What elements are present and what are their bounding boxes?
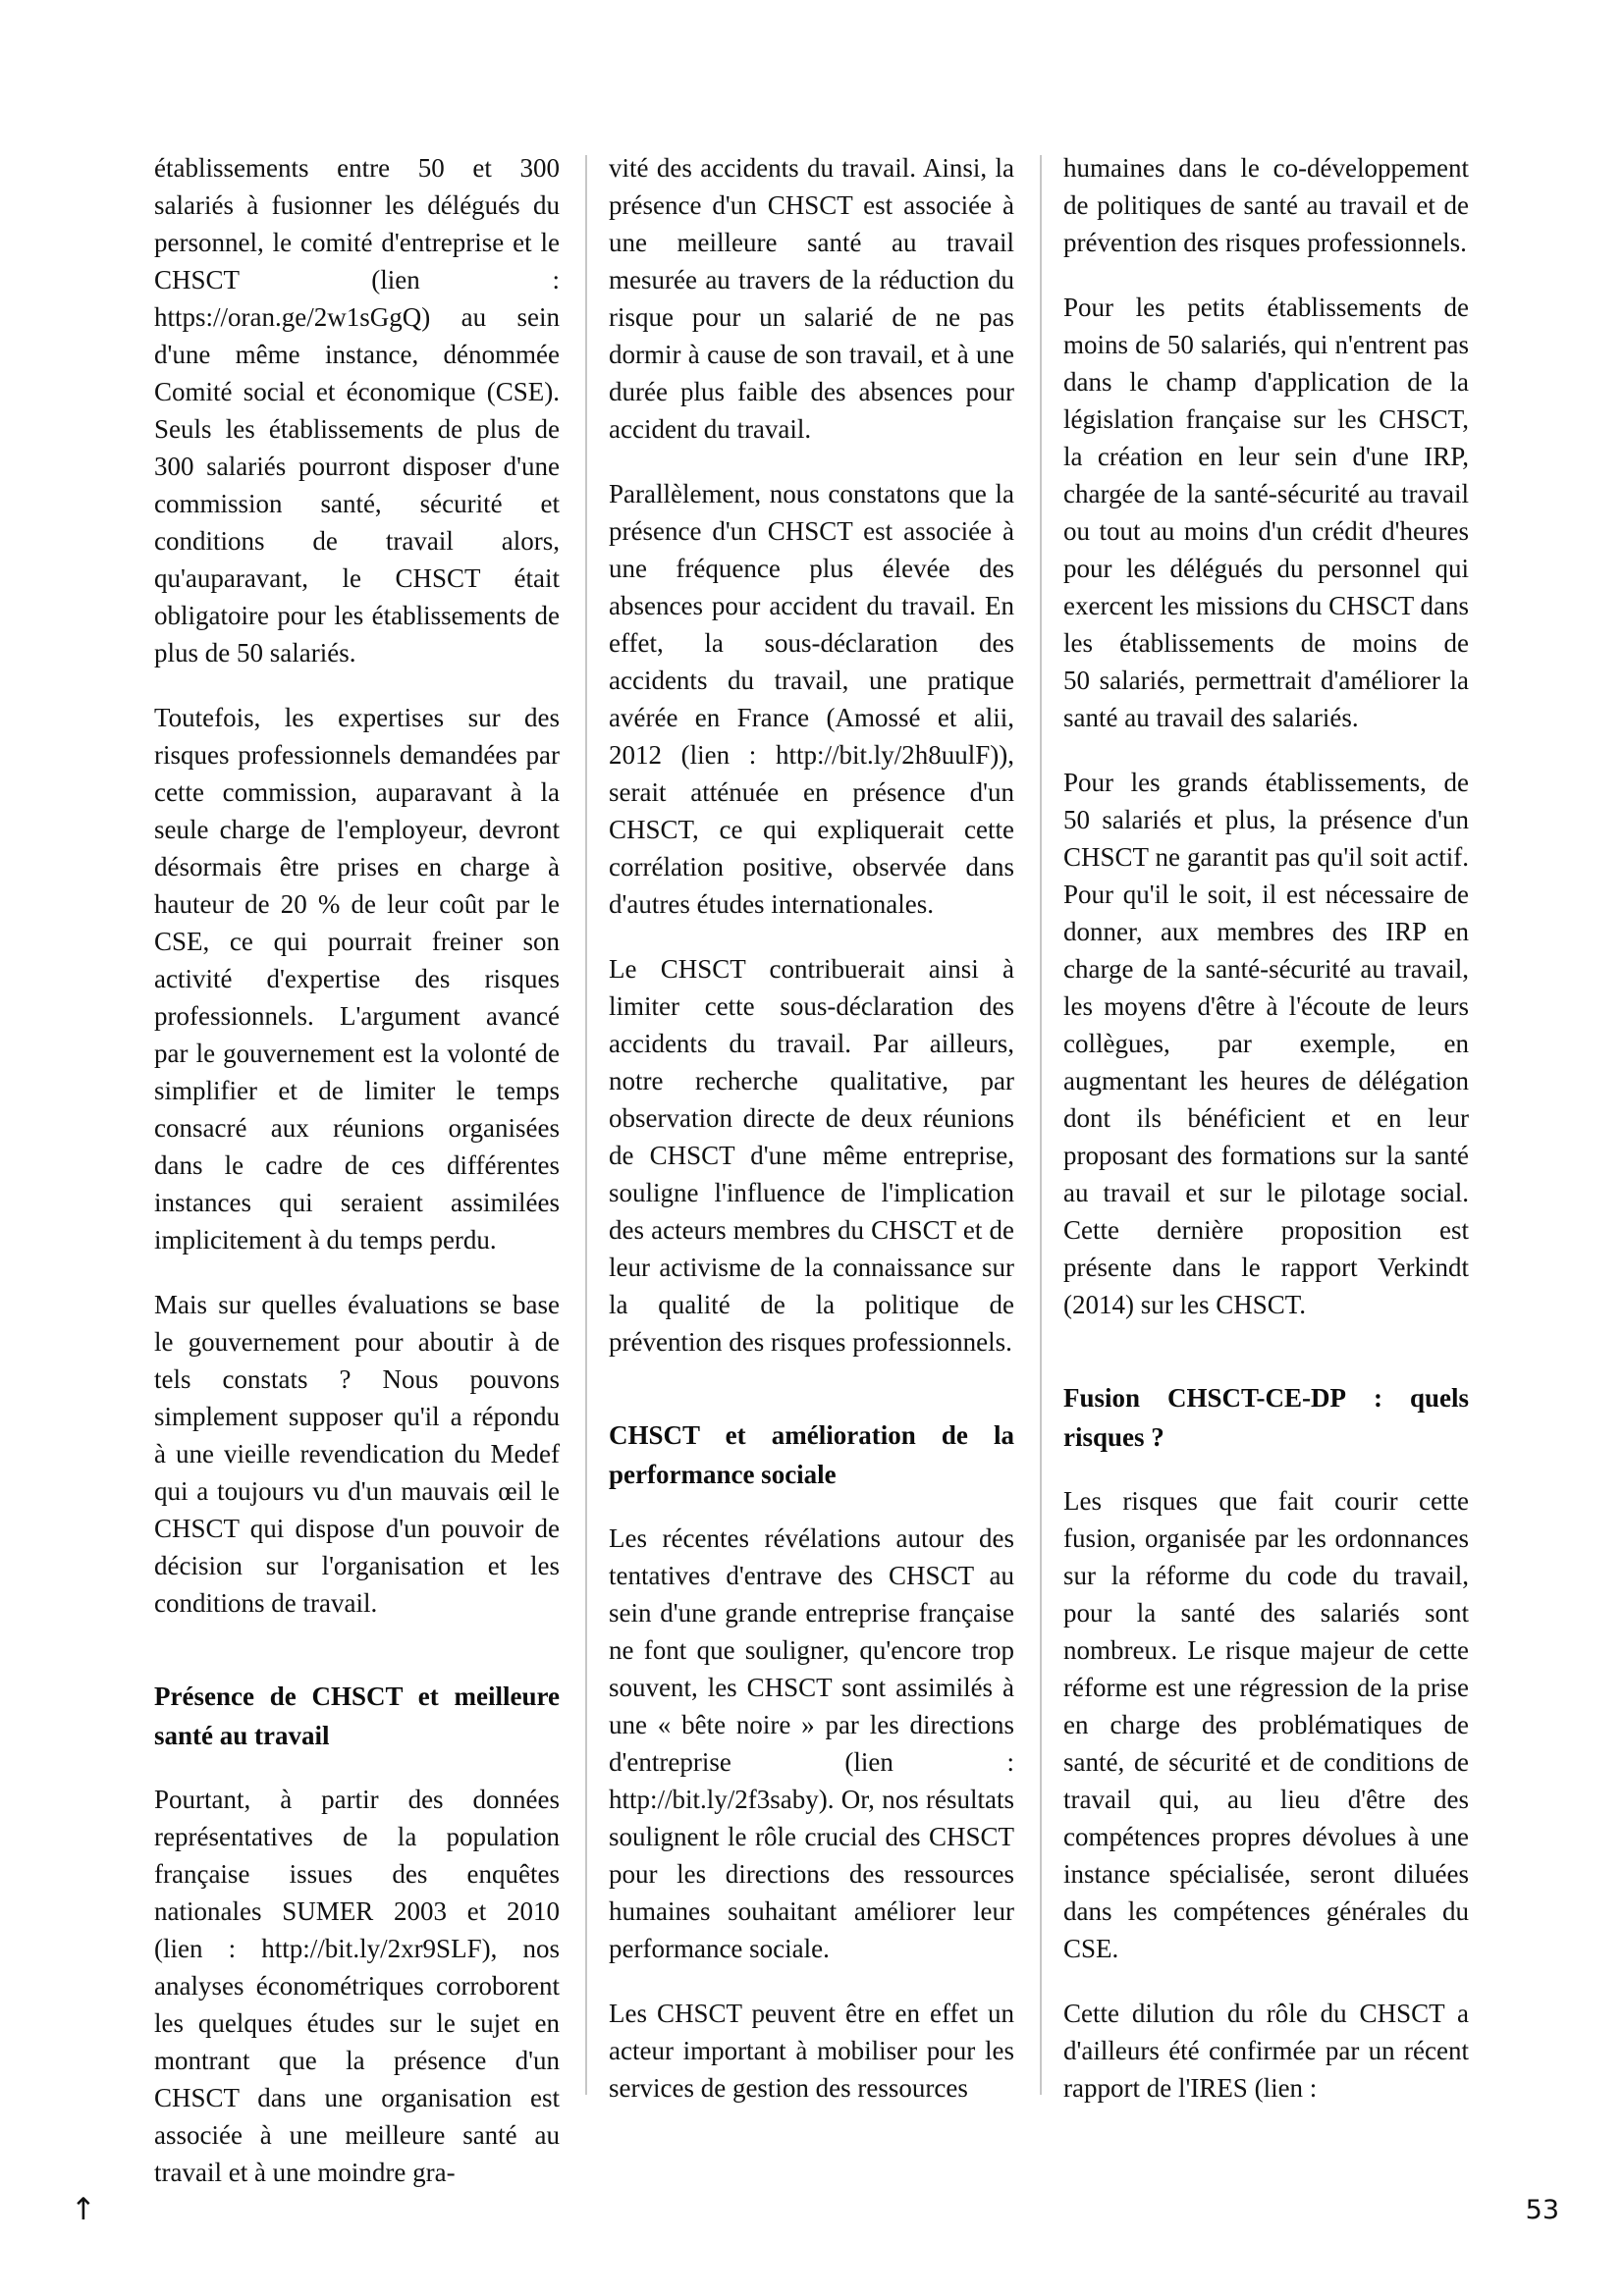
- paragraph: Pour les petits établissements de moins de 50 salariés, qui n'entrent pas dans le champ d'application de la législation française sur les CHSCT, la création en leur sein d'une IRP, chargée de la santé-sécurité au travail ou tout au moins d'un crédit d'heures pour les délégués du personnel qui exercent les missions du CHSCT dans les établissements de moins de 50 salariés, permettrait d'améliorer la santé au travail des salariés.: [1063, 293, 1469, 732]
- section-heading: CHSCT et amélioration de la performance sociale: [609, 1420, 1014, 1489]
- paragraph: Les risques que fait courir cette fusion, organisée par les ordonnances sur la réforme du code du travail, pour la santé des salariés sont nombreux. Le risque majeur de cette réforme est une régression de la prise en charge des problématiques de santé, de sécurité et de conditions de travail qui, au lieu d'être des compétences propres dévolues à une instance spécialisée, seront diluées dans les compétences générales du CSE.: [1063, 1486, 1469, 1963]
- column-divider: [585, 155, 587, 2095]
- paragraph: établissements entre 50 et 300 salariés à fusionner les délégués du personnel, le comité d'entreprise et le CHSCT (lien : https://oran.ge/2w1sGgQ) au sein d'une même instance, dénommée Comité social et économique (CSE). Seuls les établissements de plus de 300 salariés pourront disposer d'une commission santé, sécurité et conditions de travail alors, qu'auparavant, le CHSCT était obligatoire pour les établissements de plus de 50 salariés.: [154, 153, 560, 667]
- paragraph: Toutefois, les expertises sur des risques professionnels demandées par cette commission, auparavant à la seule charge de l'employeur, devront désormais être prises en charge à hauteur de 20 % de leur coût par le CSE, ce qui pourrait freiner son activité d'expertise des risques professionnels. L'argument avancé par le gouvernement est la volonté de simplifier et de limiter le temps consacré aux réunions organisées dans le cadre de ces différentes instances qui seraient assimilées implicitement à du temps perdu.: [154, 703, 560, 1255]
- paragraph: Le CHSCT contribuerait ainsi à limiter cette sous-déclaration des accidents du travail. Par ailleurs, notre recherche qualitative, par observation directe de deux réunions de CHSCT d'une même entreprise, souligne l'influence de l'implication des acteurs membres du CHSCT et de leur activisme de la connaissance sur la qualité de la politique de prévention des risques professionnels.: [609, 954, 1014, 1357]
- back-to-top-icon[interactable]: ↑: [71, 2192, 96, 2227]
- section-heading: Présence de CHSCT et meilleure santé au travail: [154, 1682, 560, 1750]
- paragraph: vité des accidents du travail. Ainsi, la présence d'un CHSCT est associée à une meilleure santé au travail mesurée au travers de la réduction du risque pour un salarié de ne pas dormir à cause de son travail, et à une durée plus faible des absences pour accident du travail.: [609, 153, 1014, 444]
- paragraph: Pour les grands établissements, de 50 salariés et plus, la présence d'un CHSCT ne garantit pas qu'il soit actif. Pour qu'il le soit, il est nécessaire de donner, aux membres des IRP en charge de la santé-sécurité au travail, les moyens d'être à l'écoute de leurs collègues, par exemple, en augmentant les heures de délégation dont ils bénéficient et en leur proposant des formations sur la santé au travail et sur le pilotage social. Cette dernière proposition est présente dans le rapport Verkindt (2014) sur les CHSCT.: [1063, 768, 1469, 1319]
- column-divider: [1040, 155, 1042, 2095]
- text-column-3: [1063, 149, 1469, 2134]
- text-column-2: [609, 149, 1014, 2134]
- paragraph: Les récentes révélations autour des tentatives d'entrave des CHSCT au sein d'une grande entreprise française ne font que souligner, qu'encore trop souvent, les CHSCT sont assimilés à une « bête noire » par les directions d'entreprise (lien : http://bit.ly/2f3saby). Or, nos résultats soulignent le rôle crucial des CHSCT pour les directions des ressources humaines souhaitant améliorer leur performance sociale.: [609, 1523, 1014, 1963]
- paragraph: Mais sur quelles évaluations se base le gouvernement pour aboutir à de tels constats ? Nous pouvons simplement supposer qu'il a répondu à une vieille revendication du Medef qui a toujours vu d'un mauvais œil le CHSCT qui dispose d'un pouvoir de décision sur l'organisation et les conditions de travail.: [154, 1290, 560, 1618]
- paragraph: Cette dilution du rôle du CHSCT a d'ailleurs été confirmée par un récent rapport de l'IRES (lien :: [1063, 1999, 1469, 2103]
- paragraph: Les CHSCT peuvent être en effet un acteur important à mobiliser pour les services de gestion des ressources: [609, 1999, 1014, 2103]
- paragraph: Parallèlement, nous constatons que la présence d'un CHSCT est associée à une fréquence plus élevée des absences pour accident du travail. En effet, la sous-déclaration des accidents du travail, une pratique avérée en France (Amossé et alii, 2012 (lien : http://bit.ly/2h8uulF)), serait atténuée en présence d'un CHSCT, ce qui expliquerait cette corrélation positive, observée dans d'autres études internationales.: [609, 479, 1014, 919]
- paragraph: humaines dans le co-développement de politiques de santé au travail et de prévention des risques professionnels.: [1063, 153, 1469, 257]
- paragraph: Pourtant, à partir des données représentatives de la population française issues des enquêtes nationales SUMER 2003 et 2010 (lien : http://bit.ly/2xr9SLF), nos analyses économétriques corroborent les quelques études sur le sujet en montrant que la présence d'un CHSCT dans une organisation est associée à une meilleure santé au travail et à une moindre gra-: [154, 1785, 560, 2187]
- page-number: 53: [1525, 2195, 1559, 2225]
- section-heading: Fusion CHSCT-CE-DP : quels risques ?: [1063, 1383, 1469, 1452]
- text-column-1: [154, 149, 560, 2218]
